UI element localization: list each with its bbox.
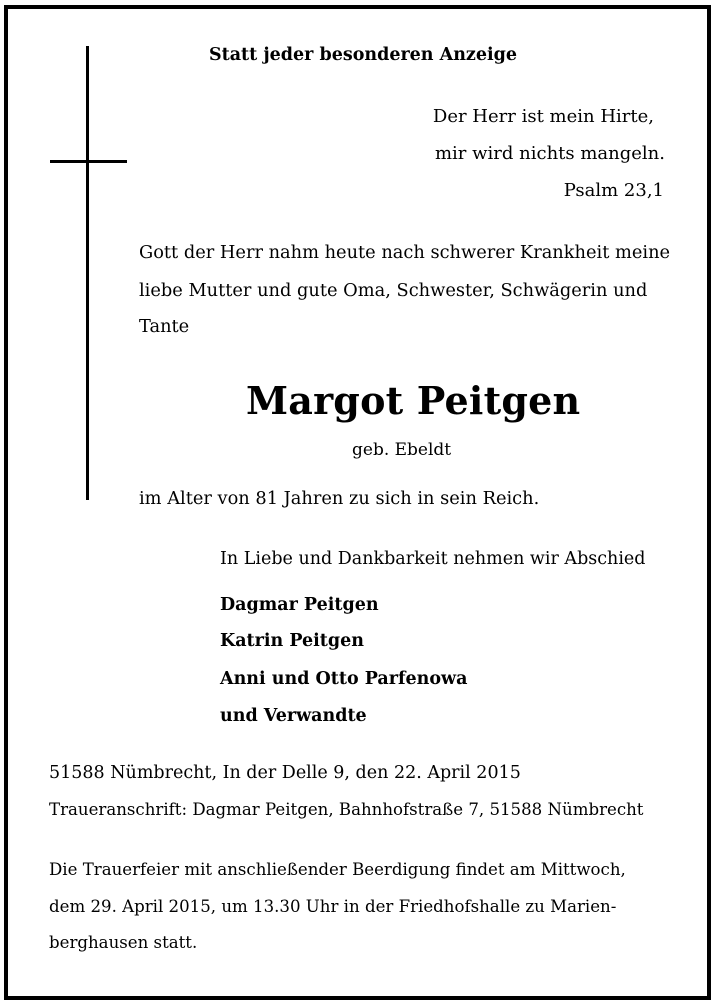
intro-line-2: liebe Mutter und gute Oma, Schwester, Schwägerin und (139, 280, 648, 301)
intro-line-3: Tante (139, 316, 190, 337)
intro-line-1: Gott der Herr nahm heute nach schwerer Krankheit meine (139, 242, 671, 263)
place-date: 51588 Nümbrecht, In der Delle 9, den 22. April 2015 (49, 763, 521, 783)
header-line: Statt jeder besonderen Anzeige (209, 45, 518, 65)
verse-reference: Psalm 23,1 (563, 180, 664, 201)
verse-line-2: mir wird nichts mangeln. (434, 143, 665, 164)
mourner-name: Katrin Peitgen (220, 631, 364, 651)
age-line: im Alter von 81 Jahren zu sich in sein Reich. (139, 488, 540, 509)
cross-icon-bar (50, 160, 127, 163)
verse-line-1: Der Herr ist mein Hirte, (432, 106, 654, 127)
birth-name: geb. Ebeldt (352, 440, 452, 460)
mourner-name: Dagmar Peitgen (220, 595, 379, 615)
cross-icon (86, 46, 89, 500)
ceremony-line-3: berghausen statt. (49, 933, 198, 952)
mourning-address: Traueranschrift: Dagmar Peitgen, Bahnhofstraße 7, 51588 Nümbrecht (49, 800, 644, 819)
ceremony-line-2: dem 29. April 2015, um 13.30 Uhr in der Friedhofshalle zu Marien- (49, 897, 617, 916)
ceremony-line-1: Die Trauerfeier mit anschließender Beerdigung findet am Mittwoch, (49, 860, 626, 879)
mourners-intro: In Liebe und Dankbarkeit nehmen wir Abschied (220, 549, 646, 569)
mourner-name: und Verwandte (220, 706, 367, 726)
deceased-name: Margot Peitgen (246, 378, 581, 423)
mourner-name: Anni und Otto Parfenowa (220, 669, 468, 689)
